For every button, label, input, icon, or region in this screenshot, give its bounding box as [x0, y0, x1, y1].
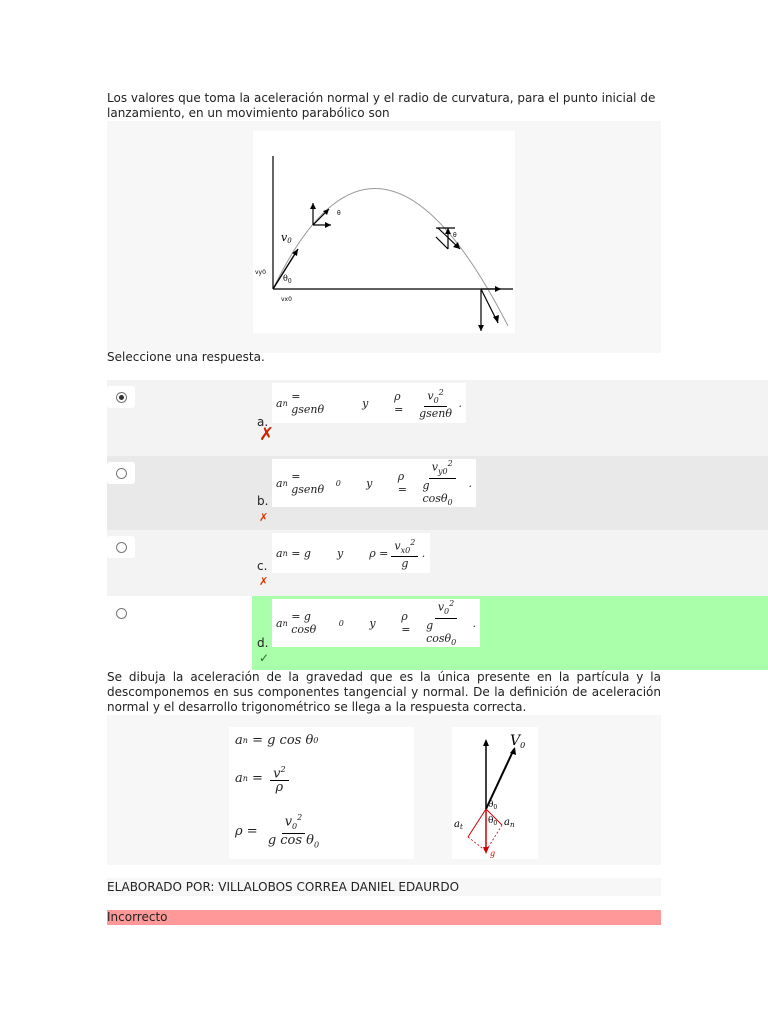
option-a-wrong-icon: ✗: [259, 424, 275, 445]
formula-option-c: a n = g y ρ = $\frac{v_{x0}^2}{g}$ .: [272, 533, 430, 573]
option-a[interactable]: [107, 380, 768, 456]
vy0-label: vy0: [255, 269, 266, 276]
radio-option-a[interactable]: [107, 386, 135, 408]
vx0-label: vx0: [281, 296, 292, 303]
at-label: $a_t$: [454, 819, 463, 831]
question-block: [107, 91, 661, 353]
radio-option-c[interactable]: [107, 536, 135, 558]
theta0-label: $\theta_0$: [283, 274, 292, 285]
radio-option-b[interactable]: [107, 462, 135, 484]
option-b-letter: b.: [257, 494, 269, 508]
projectile-diagram: [253, 131, 515, 333]
select-answer-label: Seleccione una respuesta.: [107, 350, 265, 364]
feedback-text: Se dibuja la aceleración de la gravedad que es la única presente en la partícula y la descomponemos en sus componentes tangencial y normal. De la definición de aceleración normal y el desarrollo trigonométrico se llega a la respuesta correcta.: [107, 670, 661, 714]
question-text: Los valores que toma la aceleración normal y el radio de curvatura, para el punto inicial de lanzamiento, en un movimiento parabólico son: [107, 91, 661, 121]
svg-text:θ: θ: [453, 232, 457, 239]
option-c-letter: c.: [257, 559, 268, 573]
radio-option-d[interactable]: [107, 602, 135, 624]
v0-label: $V_0$: [510, 733, 526, 750]
svg-text:θ0: $\theta_0$: [488, 800, 498, 811]
option-a-letter: a.: [257, 415, 269, 429]
option-d-check-icon: ✓: [259, 651, 270, 665]
option-c-wrong-icon: ✗: [259, 575, 269, 588]
svg-text:θ: θ: [337, 210, 341, 217]
feedback-figure-area: [107, 715, 661, 865]
formula-option-d: a n = g cosθ 0 y ρ = $\frac{v_0^2}{g \cos\theta_0}$ .: [272, 599, 480, 647]
question-figure-area: [107, 121, 661, 353]
formula-option-b: a n = gsenθ 0 y ρ = $\frac{v_{y0}^2}{g \cos\theta_0}$ .: [272, 459, 476, 507]
g-label: g: [490, 849, 496, 858]
feedback-equations: a n = g cos θ 0 a n = $\frac{v^2}{\rho}$ ρ = $\frac{v_0^2}{g \cos \theta_0}$: [229, 727, 414, 859]
option-c[interactable]: [107, 530, 768, 596]
formula-option-a: a n = gsenθ y ρ = $\frac{v_0^2}{\text{gsenθ}}$ .: [272, 383, 466, 423]
option-d-letter: d.: [257, 636, 269, 650]
result-incorrect-banner: Incorrecto: [107, 910, 661, 925]
svg-text:θ0: $\theta_0$: [488, 816, 498, 827]
author-credit: ELABORADO POR: VILLALOBOS CORREA DANIEL EDAURDO: [107, 878, 661, 896]
an-label: $a_n$: [504, 817, 515, 829]
option-b-wrong-icon: ✗: [259, 511, 269, 524]
projectile-figure: [253, 131, 515, 333]
v0-vector: [273, 249, 298, 289]
v0-label: v0: [281, 231, 292, 245]
acceleration-vector-figure: [452, 727, 538, 859]
feedback-block: [107, 670, 661, 865]
option-b[interactable]: [107, 456, 768, 530]
option-d[interactable]: [107, 596, 768, 670]
acceleration-diagram: [452, 727, 538, 859]
trajectory: [273, 189, 508, 326]
